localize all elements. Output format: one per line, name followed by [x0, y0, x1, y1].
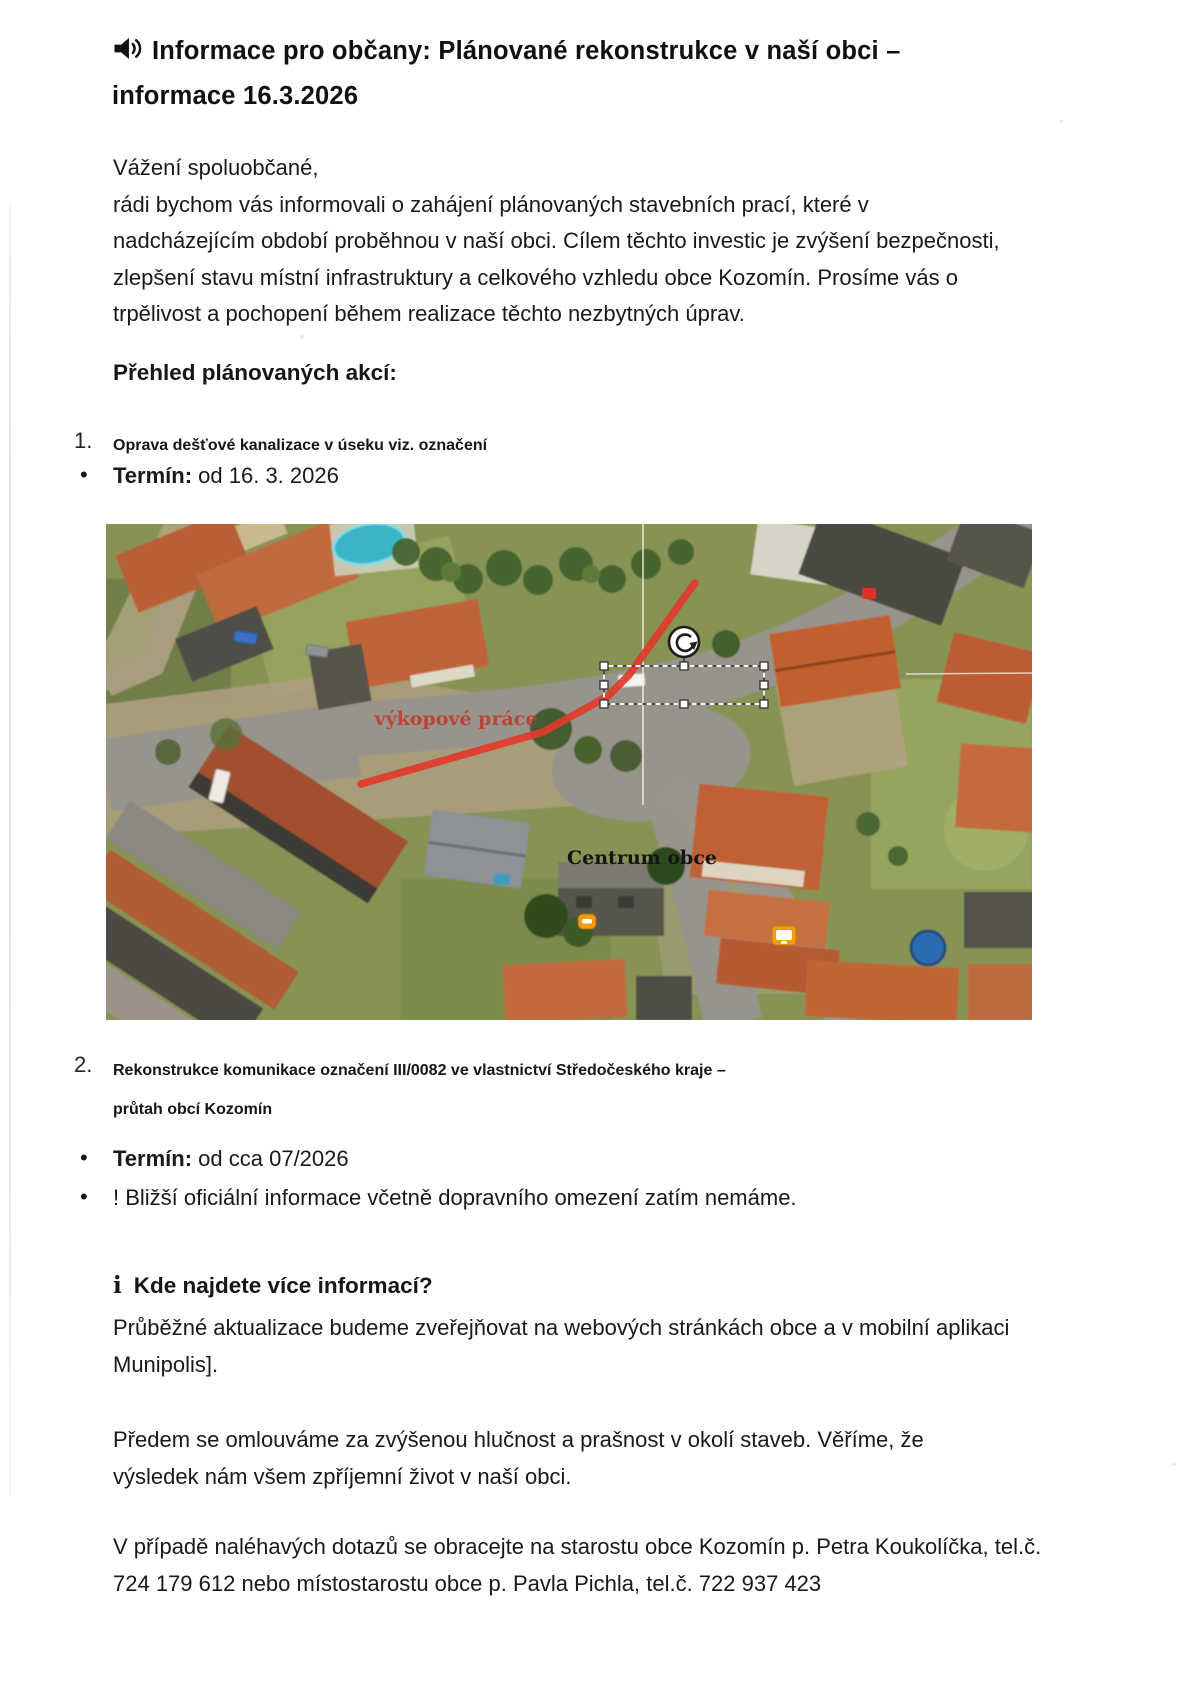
term-value: od 16. 3. 2026	[198, 463, 339, 488]
info-icon: i	[113, 1272, 122, 1299]
info-body: Průběžné aktualizace budeme zveřejňovat na webových stránkách obce a v mobilní aplikaci Munipolis].	[113, 1315, 1010, 1377]
salutation: Vážení spoluobčané,	[113, 155, 319, 180]
item2-title-line1: Rekonstrukce komunikace označení III/0082 ve vlastnictví Středočeského kraje –	[113, 1062, 726, 1079]
poi-red-marker	[862, 588, 876, 599]
map-terrain	[106, 524, 1032, 1020]
item2-number: 2.	[74, 1052, 93, 1077]
term-label: Termín:	[113, 1146, 193, 1171]
info-heading	[113, 1272, 433, 1299]
item2-title	[113, 1051, 1018, 1129]
overview-heading: Přehled plánovaných akcí:	[113, 360, 397, 385]
title-line2: informace 16.3.2026	[112, 82, 359, 110]
term-value: od cca 07/2026	[198, 1146, 349, 1171]
item2-title-line2: průtah obcí Kozomín	[113, 1101, 273, 1118]
term-label: Termín:	[113, 463, 193, 488]
poi-screen-icon	[772, 926, 796, 945]
contact-paragraph: V případě naléhavých dotazů se obracejte na starostu obce Kozomín p. Petra Koukolíčka, tel.č. 724 179 612 nebo místostarostu obce p. Pavla Pichla, tel.č. 722 937 423	[113, 1534, 1042, 1596]
rotate-icon	[669, 627, 699, 657]
intro-body: rádi bychom vás informovali o zahájení plánovaných stavebních prací, které v nadcházejícím období proběhnou v naší obci. Cílem těchto investic je zvýšení bezpečnosti, zlepšení stavu místní infrastruktury a celkového vzhledu obce Kozomín. Prosíme vás o trpělivost a pochopení během realizace těchto nezbytných úprav.	[113, 191, 1000, 326]
scan-speck	[1060, 120, 1063, 123]
excavation-label: výkopové práce	[374, 708, 538, 730]
speaker-icon	[112, 33, 143, 75]
intro-paragraph	[113, 150, 1013, 333]
crease-horizontal	[906, 673, 1032, 674]
scan-speck	[1172, 1463, 1176, 1466]
title-line1: Informace pro občany: Plánované rekonstrukce v naší obci –	[152, 37, 901, 65]
village-center-label: Centrum obce	[567, 847, 717, 869]
poi-bus-icon	[578, 914, 596, 929]
item2-note: • ! Bližší oficiální informace včetně dopravního omezení zatím nemáme.	[113, 1185, 797, 1211]
scan-speck	[300, 335, 304, 339]
item1-number: 1.	[74, 428, 93, 453]
item1-title: Oprava dešťové kanalizace v úseku viz. označení	[113, 437, 488, 454]
scan-edge-artifact	[9, 205, 11, 1495]
apology-paragraph: Předem se omlouváme za zvýšenou hlučnost a prašnost v okolí staveb. Věříme, že výsledek nám všem zpříjemní život v naší obci.	[113, 1427, 924, 1489]
item1-term	[113, 463, 339, 489]
info-heading-text: Kde najdete více informací?	[133, 1273, 433, 1298]
aerial-map-figure	[106, 524, 1032, 1020]
page-title	[112, 30, 1022, 117]
item2-term	[113, 1146, 349, 1172]
